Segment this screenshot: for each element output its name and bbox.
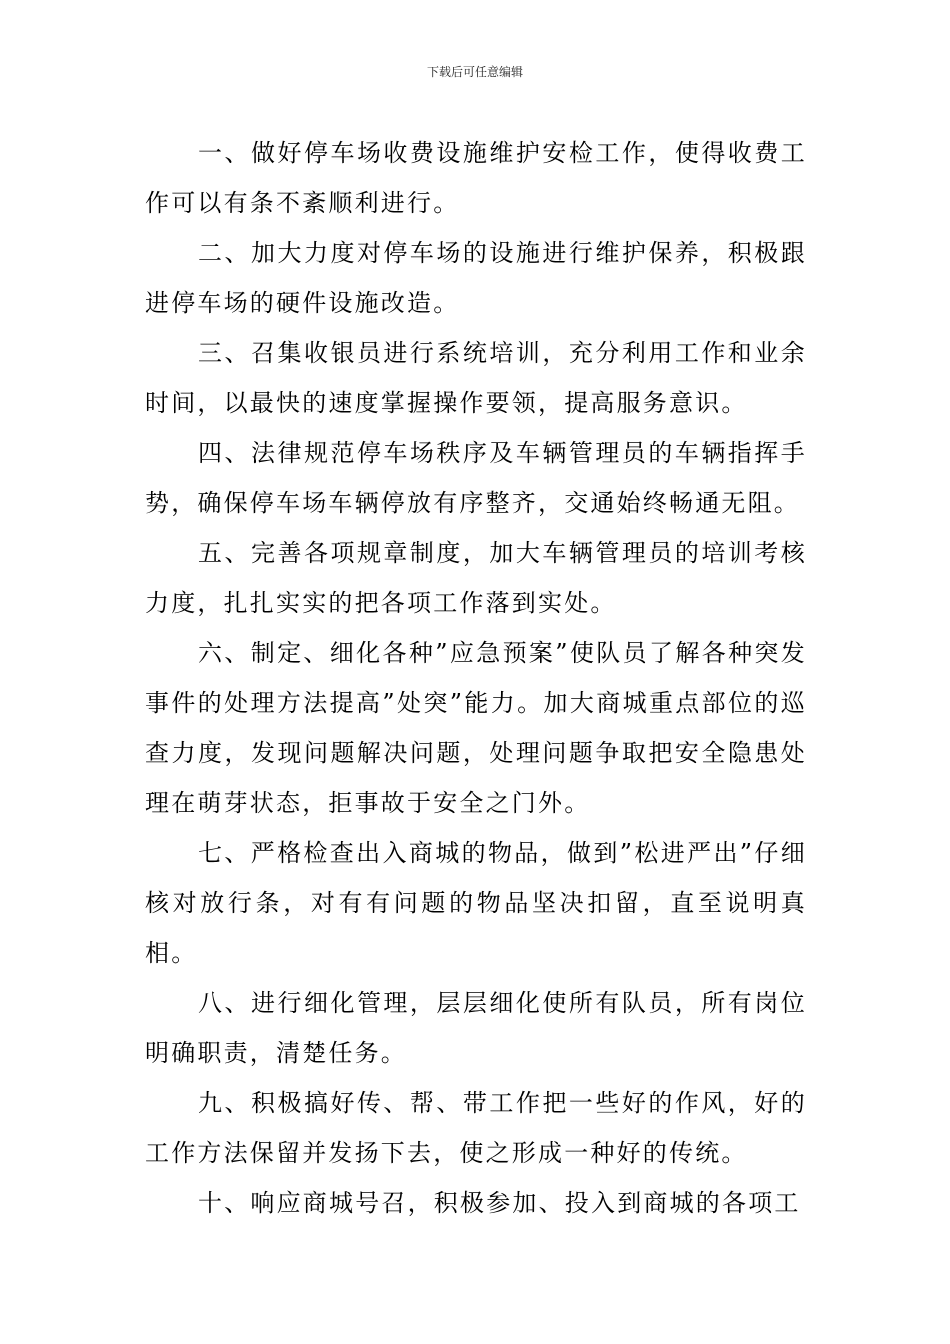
- paragraph-3: 三、召集收银员进行系统培训，充分利用工作和业余时间，以最快的速度掌握操作要领，提高服务意识。: [145, 339, 807, 417]
- paragraph-6: 六、制定、细化各种”应急预案”使队员了解各种突发事件的处理方法提高”处突”能力。加大商城重点部位的巡查力度，发现问题解决问题，处理问题争取把安全隐患处理在萌芽状态，拒事故于安全之门外。: [145, 639, 807, 817]
- paragraph-8: 八、进行细化管理，层层细化使所有队员，所有岗位明确职责，清楚任务。: [145, 989, 807, 1067]
- header-note: 下载后可任意编辑: [426, 65, 523, 79]
- paragraph-7: 七、严格检查出入商城的物品，做到”松进严出”仔细核对放行条，对有有问题的物品坚决扣留，直至说明真相。: [145, 839, 807, 967]
- document-body: [145, 128, 807, 1228]
- paragraph-5: 五、完善各项规章制度，加大车辆管理员的培训考核力度，扎扎实实的把各项工作落到实处。: [145, 539, 807, 617]
- paragraph-2: 二、加大力度对停车场的设施进行维护保养，积极跟进停车场的硬件设施改造。: [145, 239, 807, 317]
- paragraph-4: 四、法律规范停车场秩序及车辆管理员的车辆指挥手势，确保停车场车辆停放有序整齐，交通始终畅通无阻。: [145, 439, 807, 517]
- paragraph-9: 九、积极搞好传、帮、带工作把一些好的作风，好的工作方法保留并发扬下去，使之形成一种好的传统。: [145, 1089, 807, 1167]
- paragraph-1: 一、做好停车场收费设施维护安检工作，使得收费工作可以有条不紊顺利进行。: [145, 139, 807, 217]
- paragraph-10: 十、响应商城号召，积极参加、投入到商城的各项工: [198, 1189, 801, 1217]
